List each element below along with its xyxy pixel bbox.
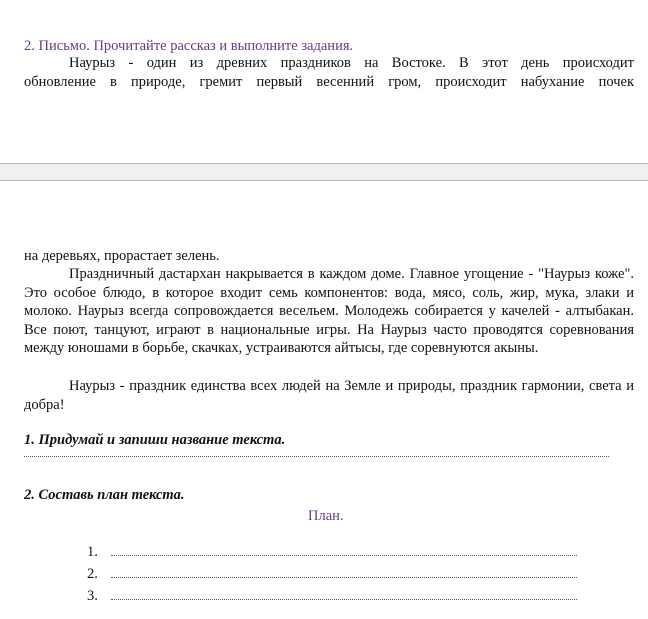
- story-paragraph-3: Наурыз - праздник единства всех людей на Земле и природы, праздник гармонии, света и добра!: [24, 378, 634, 413]
- story-paragraph-1-continued: на деревьях, прорастает зелень.: [24, 248, 220, 264]
- plan-answer-line[interactable]: [111, 589, 577, 600]
- story-line-2: обновление в природе, гремит первый весенний гром, происходит набухание почек: [24, 73, 634, 90]
- plan-item-number: 1.: [87, 544, 98, 560]
- page-break-gap: [0, 163, 648, 181]
- story-paragraph-2: Праздничный дастархан накрывается в каждом доме. Главное угощение - "Наурыз коже". Это особое блюдо, в которое входит семь компонентов: вода, мясо, соль, жир, мука, злаки и молоко. Наурыз всегда сопровождается весельем. Молодежь собирается у качелей - алтыбакан. Все поют, танцуют, играют в национальные игры. На Наурыз часто проводятся соревнования между юношами в борьбе, скачках, устраиваются айтысы, где соревнуются акыны.: [24, 266, 634, 356]
- section-heading: 2. Письмо. Прочитайте рассказ и выполните задания.: [24, 38, 354, 54]
- story-paragraph-1-top: [24, 54, 634, 91]
- task-1-label: 1. Придумай и запиши название текста.: [24, 432, 286, 448]
- plan-item-number: 2.: [87, 566, 98, 582]
- plan-answer-line[interactable]: [111, 545, 577, 556]
- title-answer-line[interactable]: [24, 454, 609, 457]
- plan-title: План.: [308, 508, 344, 524]
- story-line-1: Наурыз - один из древних праздников на Востоке. В этот день происходит: [69, 55, 634, 71]
- plan-answer-line[interactable]: [111, 567, 577, 578]
- task-2-label: 2. Составь план текста.: [24, 487, 185, 503]
- plan-item: [87, 544, 577, 561]
- plan-item: [87, 588, 577, 605]
- plan-item: [87, 566, 577, 583]
- plan-item-number: 3.: [87, 588, 98, 604]
